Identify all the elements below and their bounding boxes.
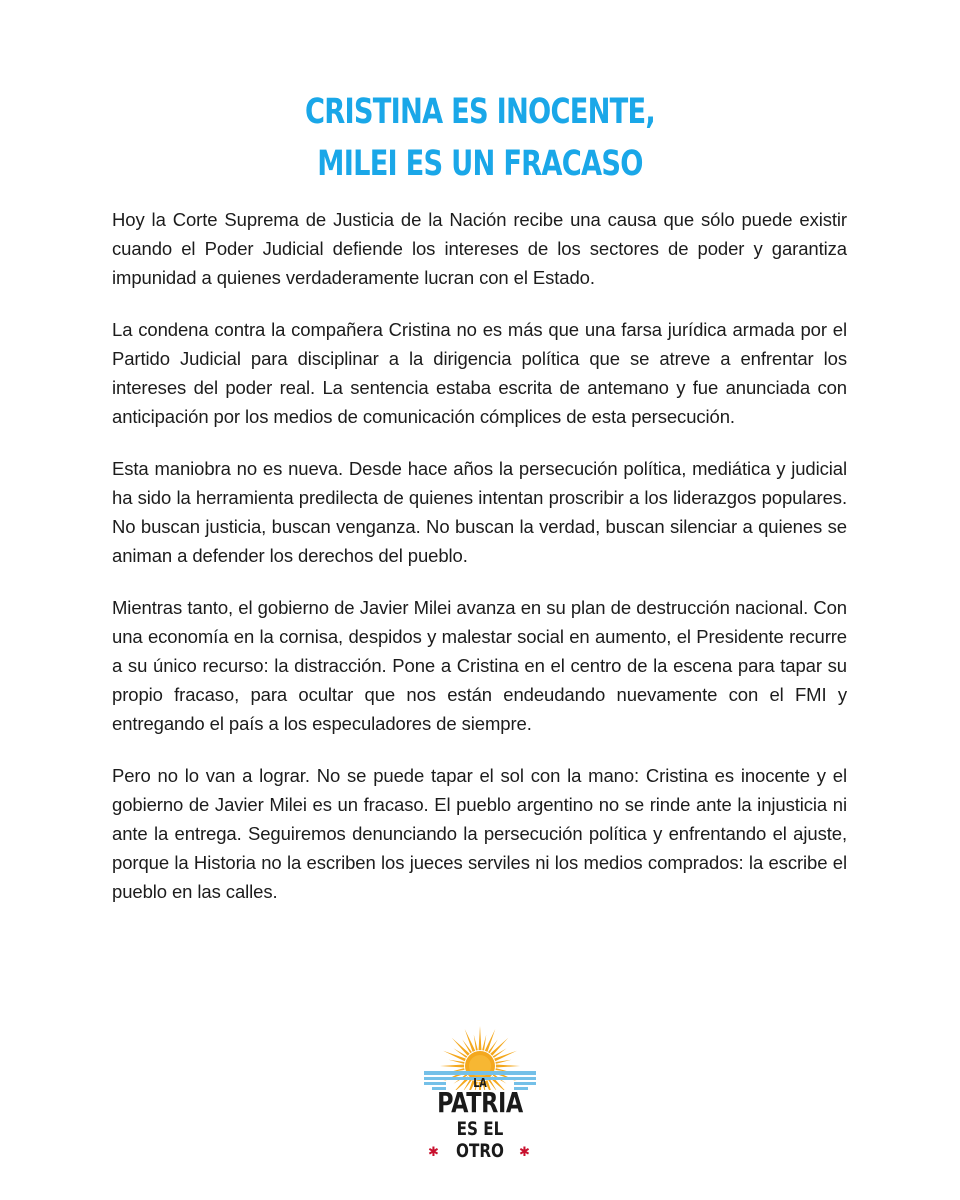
- statement-body: [112, 205, 847, 929]
- title-line-1: CRISTINA ES INOCENTE,: [305, 92, 655, 132]
- logo-text-patria: PATRIA: [437, 1086, 523, 1119]
- sun-ray: [443, 1051, 466, 1062]
- logo-text-la: LA: [473, 1076, 487, 1090]
- sun-ray: [465, 1029, 476, 1052]
- red-star-icon-right: ✱: [519, 1145, 530, 1160]
- page-title: [106, 86, 855, 190]
- sun-ray: [482, 1035, 486, 1051]
- la-patria-es-el-otro-logo: [420, 1022, 540, 1182]
- paragraph-3: Esta maniobra no es nueva. Desde hace años la persecución política, mediática y judicial ha sido la herramienta predilecta de quienes intentan proscribir a los liderazgos populares. No buscan justicia, buscan venganza. No buscan la verdad, buscan silenciar a quienes se animan a defender los derechos del pueblo.: [112, 458, 847, 566]
- sun-ray: [495, 1060, 511, 1064]
- sun-ray: [449, 1060, 465, 1064]
- paragraph-4: Mientras tanto, el gobierno de Javier Milei avanza en su plan de destrucción nacional. Con una economía en la cornisa, despidos y malestar social en aumento, el Presidente recurre a su único recurso: la distracción. Pone a Cristina en el centro de la escena para tapar su propio fracaso, para ocultar que nos están endeudando nuevamente con el FMI y entregando el país a los especuladores de siempre.: [112, 597, 847, 734]
- red-star-icon-left: ✱: [428, 1145, 439, 1160]
- sun-ray: [440, 1065, 464, 1068]
- sun-ray: [479, 1026, 482, 1050]
- sun-ray: [494, 1051, 517, 1062]
- sun-ray: [474, 1035, 478, 1051]
- title-line-2: MILEI ES UN FRACASO: [317, 144, 643, 184]
- paragraph-1: Hoy la Corte Suprema de Justicia de la Nación recibe una causa que sólo puede existir cuando el Poder Judicial defiende los intereses de los sectores de poder y garantiza impunidad a quienes verdaderamente lucran con el Estado.: [112, 209, 847, 288]
- logo-text-otro: OTRO: [456, 1140, 504, 1162]
- paragraph-2: La condena contra la compañera Cristina no es más que una farsa jurídica armada por el Partido Judicial para disciplinar a la dirigencia política que se atreve a enfrentar los intereses del poder real. La sentencia estaba escrita de antemano y fue anunciada con anticipación por los medios de comunicación cómplices de esta persecución.: [112, 319, 847, 427]
- sun-ray: [496, 1065, 520, 1068]
- logo-text-es-el: ES EL: [456, 1118, 504, 1140]
- sun-ray: [485, 1029, 496, 1052]
- paragraph-5: Pero no lo van a lograr. No se puede tapar el sol con la mano: Cristina es inocente y el gobierno de Javier Milei es un fracaso. El pueblo argentino no se rinde ante la injusticia ni ante la entrega. Seguiremos denunciando la persecución política y enfrentando el ajuste, porque la Historia no la escriben los jueces serviles ni los medios comprados: la escribe el pueblo en las calles.: [112, 765, 847, 902]
